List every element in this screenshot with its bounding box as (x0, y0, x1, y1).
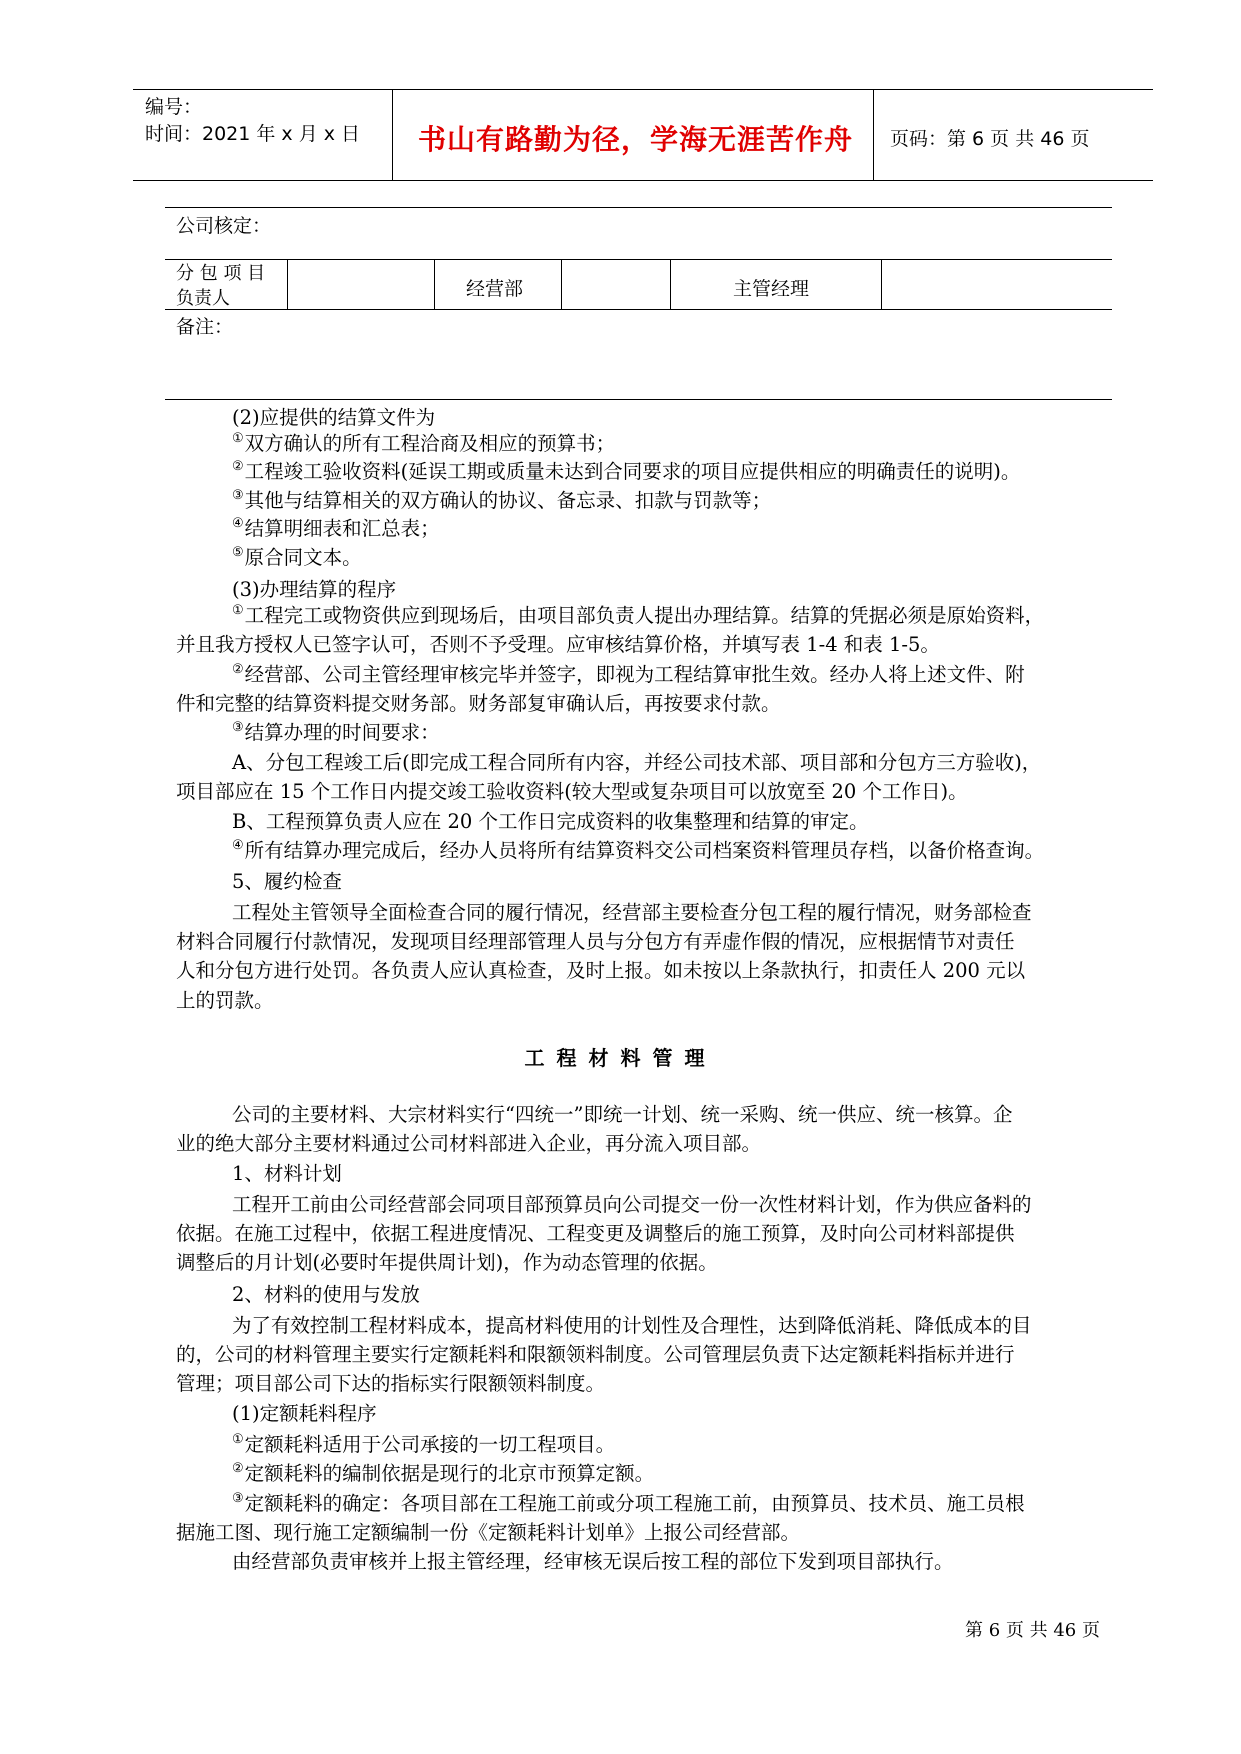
line-text: 并且我方授权人已签字认可，否则不予受理。应审核结算价格，并填写表 1-4 和表 1-5。 (176, 633, 940, 656)
line-text: 结算明细表和汇总表； (244, 517, 440, 540)
company-approval-label: 公司核定： (176, 215, 272, 237)
text-line (232, 837, 1044, 865)
text-line (176, 1220, 1015, 1248)
form-bottom-rule (165, 399, 1112, 400)
line-text: 由经营部负责审核并上报主管经理，经审核无误后按工程的部位下发到项目部执行。 (232, 1550, 954, 1573)
text-line (176, 928, 1015, 956)
text-line (232, 868, 342, 896)
form-row-rule-1 (165, 259, 1112, 260)
line-text: B、工程预算负责人应在 20 个工作日完成资料的收集整理和结算的审定。 (232, 810, 869, 833)
text-line (232, 430, 615, 458)
list-marker: ③ (232, 720, 244, 735)
header-page-info: 页码：第 6 页 共 46 页 (890, 128, 1090, 150)
header-divider-left (392, 89, 393, 180)
line-text: (1)定额耗料程序 (232, 1402, 377, 1425)
text-line (232, 1281, 420, 1309)
line-text: A、分包工程竣工后(即完成工程合同所有内容，并经公司技术部、项目部和分包方三方验收)， (232, 751, 1042, 774)
form-row-rule-2 (165, 309, 1112, 310)
text-line (232, 487, 771, 515)
line-text: 项目部应在 15 个工作日内提交竣工验收资料(较大型或复杂项目可以放宽至 20 个工作日)。 (176, 780, 968, 803)
line-text: 所有结算办理完成后，经办人员将所有结算资料交公司档案资料管理员存档，以备价格查询。 (244, 839, 1045, 862)
text-line (232, 404, 435, 432)
header-top-rule (133, 89, 1153, 90)
text-line (232, 661, 1025, 689)
line-text: 双方确认的所有工程洽商及相应的预算书； (244, 432, 616, 455)
remarks-label: 备注： (176, 316, 234, 338)
line-text: 为了有效控制工程材料成本，提高材料使用的计划性及合理性，达到降低消耗、降低成本的目 (232, 1314, 1032, 1337)
form-col-rule-4 (670, 259, 671, 309)
text-line (176, 1130, 761, 1158)
line-text: 定额耗料适用于公司承接的一切工程项目。 (244, 1433, 616, 1456)
text-line (232, 808, 869, 836)
line-text: 上的罚款。 (176, 989, 274, 1012)
subcontract-head-label-line2: 负责人 (176, 288, 230, 309)
form-col-rule-5 (881, 259, 882, 309)
line-text: (3)办理结算的程序 (232, 578, 397, 601)
text-line (176, 1249, 718, 1277)
text-line (232, 544, 362, 572)
business-dept-label: 经营部 (466, 278, 524, 300)
text-line (232, 515, 440, 543)
list-marker: ② (232, 1461, 244, 1476)
text-line (176, 987, 274, 1015)
line-text: 5、履约检查 (232, 870, 342, 893)
list-marker: ④ (232, 516, 244, 531)
text-line (232, 719, 440, 747)
text-line (232, 1101, 1012, 1129)
line-text: 件和完整的结算资料提交财务部。财务部复审确认后，再按要求付款。 (176, 692, 781, 715)
list-marker: ① (232, 603, 244, 618)
list-marker: ② (232, 662, 244, 677)
header-motto: 书山有路勤为径，学海无涯苦作舟 (418, 123, 854, 156)
line-text: 原合同文本。 (244, 546, 362, 569)
text-line (232, 899, 1032, 927)
text-line (176, 1370, 605, 1398)
form-top-rule (165, 207, 1112, 208)
line-text: (2)应提供的结算文件为 (232, 406, 436, 429)
form-col-rule-1 (287, 259, 288, 309)
text-line (232, 458, 1020, 486)
section-title: 工程材料管理 (524, 1046, 717, 1070)
list-marker: ② (232, 459, 244, 474)
list-marker: ④ (232, 838, 244, 853)
line-text: 结算办理的时间要求： (244, 721, 440, 744)
line-text: 定额耗料的确定：各项目部在工程施工前或分项工程施工前，由预算员、技术员、施工员根 (244, 1492, 1025, 1515)
line-text: 定额耗料的编制依据是现行的北京市预算定额。 (244, 1462, 655, 1485)
manager-label: 主管经理 (733, 278, 810, 300)
line-text: 调整后的月计划(必要时年提供周计划)，作为动态管理的依据。 (176, 1251, 718, 1274)
form-col-rule-3 (561, 259, 562, 309)
line-text: 1、材料计划 (232, 1162, 342, 1185)
document-number-label: 编号： (145, 96, 203, 118)
line-text: 管理；项目部公司下达的指标实行限额领料制度。 (176, 1372, 606, 1395)
header-bottom-rule (133, 180, 1153, 181)
text-line (232, 1490, 1025, 1518)
line-text: 其他与结算相关的双方确认的协议、备忘录、扣款与罚款等； (244, 489, 772, 512)
text-line (176, 631, 940, 659)
line-text: 的，公司的材料管理主要实行定额耗料和限额领料制度。公司管理层负责下达定额耗料指标并进行 (176, 1343, 1015, 1366)
text-line (176, 957, 1025, 985)
text-line (176, 1519, 800, 1547)
line-text: 业的绝大部分主要材料通过公司材料部进入企业，再分流入项目部。 (176, 1132, 762, 1155)
list-marker: ① (232, 1432, 244, 1447)
line-text: 工程完工或物资供应到现场后，由项目部负责人提出办理结算。结算的凭据必须是原始资料， (244, 604, 1045, 627)
text-line (176, 1341, 1015, 1369)
page-footer: 第 6 页 共 46 页 (965, 1620, 1100, 1641)
line-text: 依据。在施工过程中，依据工程进度情况、工程变更及调整后的施工预算，及时向公司材料部提供 (176, 1222, 1015, 1245)
line-text: 据施工图、现行施工定额编制一份《定额耗料计划单》上报公司经营部。 (176, 1521, 801, 1544)
line-text: 工程开工前由公司经营部会同项目部预算员向公司提交一份一次性材料计划，作为供应备料的 (232, 1193, 1032, 1216)
text-line (232, 1431, 615, 1459)
document-time-label: 时间：2021 年 x 月 x 日 (145, 123, 361, 145)
text-line (232, 576, 396, 604)
line-text: 经营部、公司主管经理审核完毕并签字，即视为工程结算审批生效。经办人将上述文件、附 (244, 663, 1025, 686)
list-marker: ⑤ (232, 545, 244, 560)
text-line (232, 1312, 1032, 1340)
text-line (232, 1160, 342, 1188)
line-text: 工程处主管领导全面检查合同的履行情况，经营部主要检查分包工程的履行情况，财务部检查 (232, 901, 1032, 924)
list-marker: ③ (232, 488, 244, 503)
text-line (232, 602, 1044, 630)
line-text: 材料合同履行付款情况，发现项目经理部管理人员与分包方有弄虚作假的情况，应根据情节对责任 (176, 930, 1015, 953)
line-text: 工程竣工验收资料(延误工期或质量未达到合同要求的项目应提供相应的明确责任的说明)。 (244, 460, 1021, 483)
list-marker: ① (232, 431, 244, 446)
line-text: 公司的主要材料、大宗材料实行“四统一”即统一计划、统一采购、统一供应、统一核算。企 (232, 1103, 1013, 1126)
line-text: 人和分包方进行处罚。各负责人应认真检查，及时上报。如未按以上条款执行，扣责任人 200 元以 (176, 959, 1026, 982)
text-line (232, 1400, 377, 1428)
form-col-rule-2 (434, 259, 435, 309)
line-text: 2、材料的使用与发放 (232, 1283, 420, 1306)
text-line (176, 778, 968, 806)
text-line (232, 749, 1041, 777)
text-line (232, 1548, 954, 1576)
header-divider-right (873, 89, 874, 180)
text-line (232, 1191, 1032, 1219)
text-line (232, 1460, 654, 1488)
text-line (176, 690, 781, 718)
subcontract-head-label-line1: 分 包 项 目 (176, 263, 266, 284)
list-marker: ③ (232, 1491, 244, 1506)
